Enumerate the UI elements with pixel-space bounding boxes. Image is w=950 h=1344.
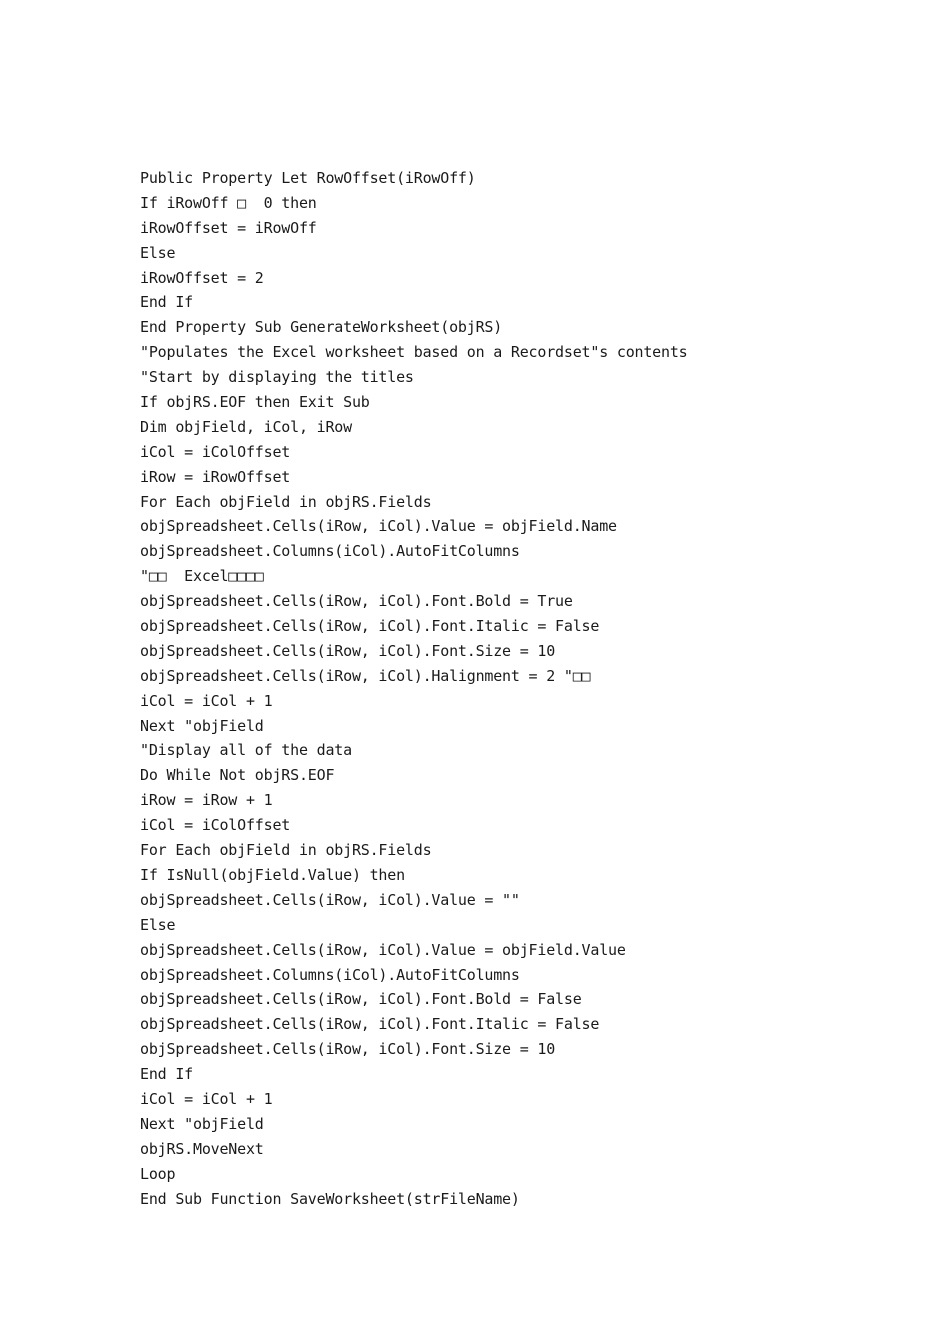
code-line: objSpreadsheet.Cells(iRow, iCol).Value = objField.Name bbox=[140, 517, 617, 536]
code-line: "□□ Excel□□□□ bbox=[140, 567, 264, 586]
code-line: Loop bbox=[140, 1164, 176, 1183]
code-line: iRow = iRowOffset bbox=[140, 467, 291, 486]
code-line: If iRowOff □ 0 then bbox=[140, 193, 317, 212]
code-line: objRS.MoveNext bbox=[140, 1139, 264, 1158]
code-line: objSpreadsheet.Cells(iRow, iCol).Font.Italic = False bbox=[140, 1015, 600, 1034]
code-line: End Property Sub GenerateWorksheet(objRS) bbox=[140, 318, 503, 337]
code-line: Else bbox=[140, 243, 176, 262]
code-line: iCol = iCol + 1 bbox=[140, 691, 273, 710]
code-listing bbox=[140, 166, 920, 1211]
code-line: Next "objField bbox=[140, 716, 264, 735]
code-line: objSpreadsheet.Columns(iCol).AutoFitColumns bbox=[140, 542, 520, 561]
code-line: objSpreadsheet.Cells(iRow, iCol).Value = "" bbox=[140, 890, 520, 909]
code-line: objSpreadsheet.Cells(iRow, iCol).Halignment = 2 "□□ bbox=[140, 666, 591, 685]
code-line: "Populates the Excel worksheet based on a Recordset"s contents bbox=[140, 343, 688, 362]
code-line: objSpreadsheet.Cells(iRow, iCol).Font.Bold = False bbox=[140, 990, 582, 1009]
code-line: objSpreadsheet.Cells(iRow, iCol).Font.Bold = True bbox=[140, 592, 573, 611]
code-line: Next "objField bbox=[140, 1114, 264, 1133]
code-line: For Each objField in objRS.Fields bbox=[140, 492, 432, 511]
code-line: If objRS.EOF then Exit Sub bbox=[140, 393, 370, 412]
code-line: End If bbox=[140, 293, 193, 312]
code-line: objSpreadsheet.Cells(iRow, iCol).Font.Italic = False bbox=[140, 617, 600, 636]
code-line: iRowOffset = 2 bbox=[140, 268, 264, 287]
code-line: iCol = iColOffset bbox=[140, 442, 291, 461]
code-line: "Start by displaying the titles bbox=[140, 368, 414, 387]
code-line: iRowOffset = iRowOff bbox=[140, 218, 317, 237]
code-line: objSpreadsheet.Columns(iCol).AutoFitColumns bbox=[140, 965, 520, 984]
code-line: Dim objField, iCol, iRow bbox=[140, 417, 352, 436]
code-line: objSpreadsheet.Cells(iRow, iCol).Value = objField.Value bbox=[140, 940, 626, 959]
code-line: iRow = iRow + 1 bbox=[140, 791, 273, 810]
code-line: iCol = iColOffset bbox=[140, 816, 291, 835]
code-line: objSpreadsheet.Cells(iRow, iCol).Font.Size = 10 bbox=[140, 1040, 556, 1059]
code-line: End If bbox=[140, 1065, 193, 1084]
code-line: iCol = iCol + 1 bbox=[140, 1089, 273, 1108]
code-line: Else bbox=[140, 915, 176, 934]
code-line: For Each objField in objRS.Fields bbox=[140, 841, 432, 860]
code-line: Do While Not objRS.EOF bbox=[140, 766, 335, 785]
code-line: objSpreadsheet.Cells(iRow, iCol).Font.Size = 10 bbox=[140, 641, 556, 660]
code-line: Public Property Let RowOffset(iRowOff) bbox=[140, 169, 476, 187]
code-line: If IsNull(objField.Value) then bbox=[140, 865, 405, 884]
code-line: End Sub Function SaveWorksheet(strFileName) bbox=[140, 1189, 520, 1208]
code-line: "Display all of the data bbox=[140, 741, 352, 760]
